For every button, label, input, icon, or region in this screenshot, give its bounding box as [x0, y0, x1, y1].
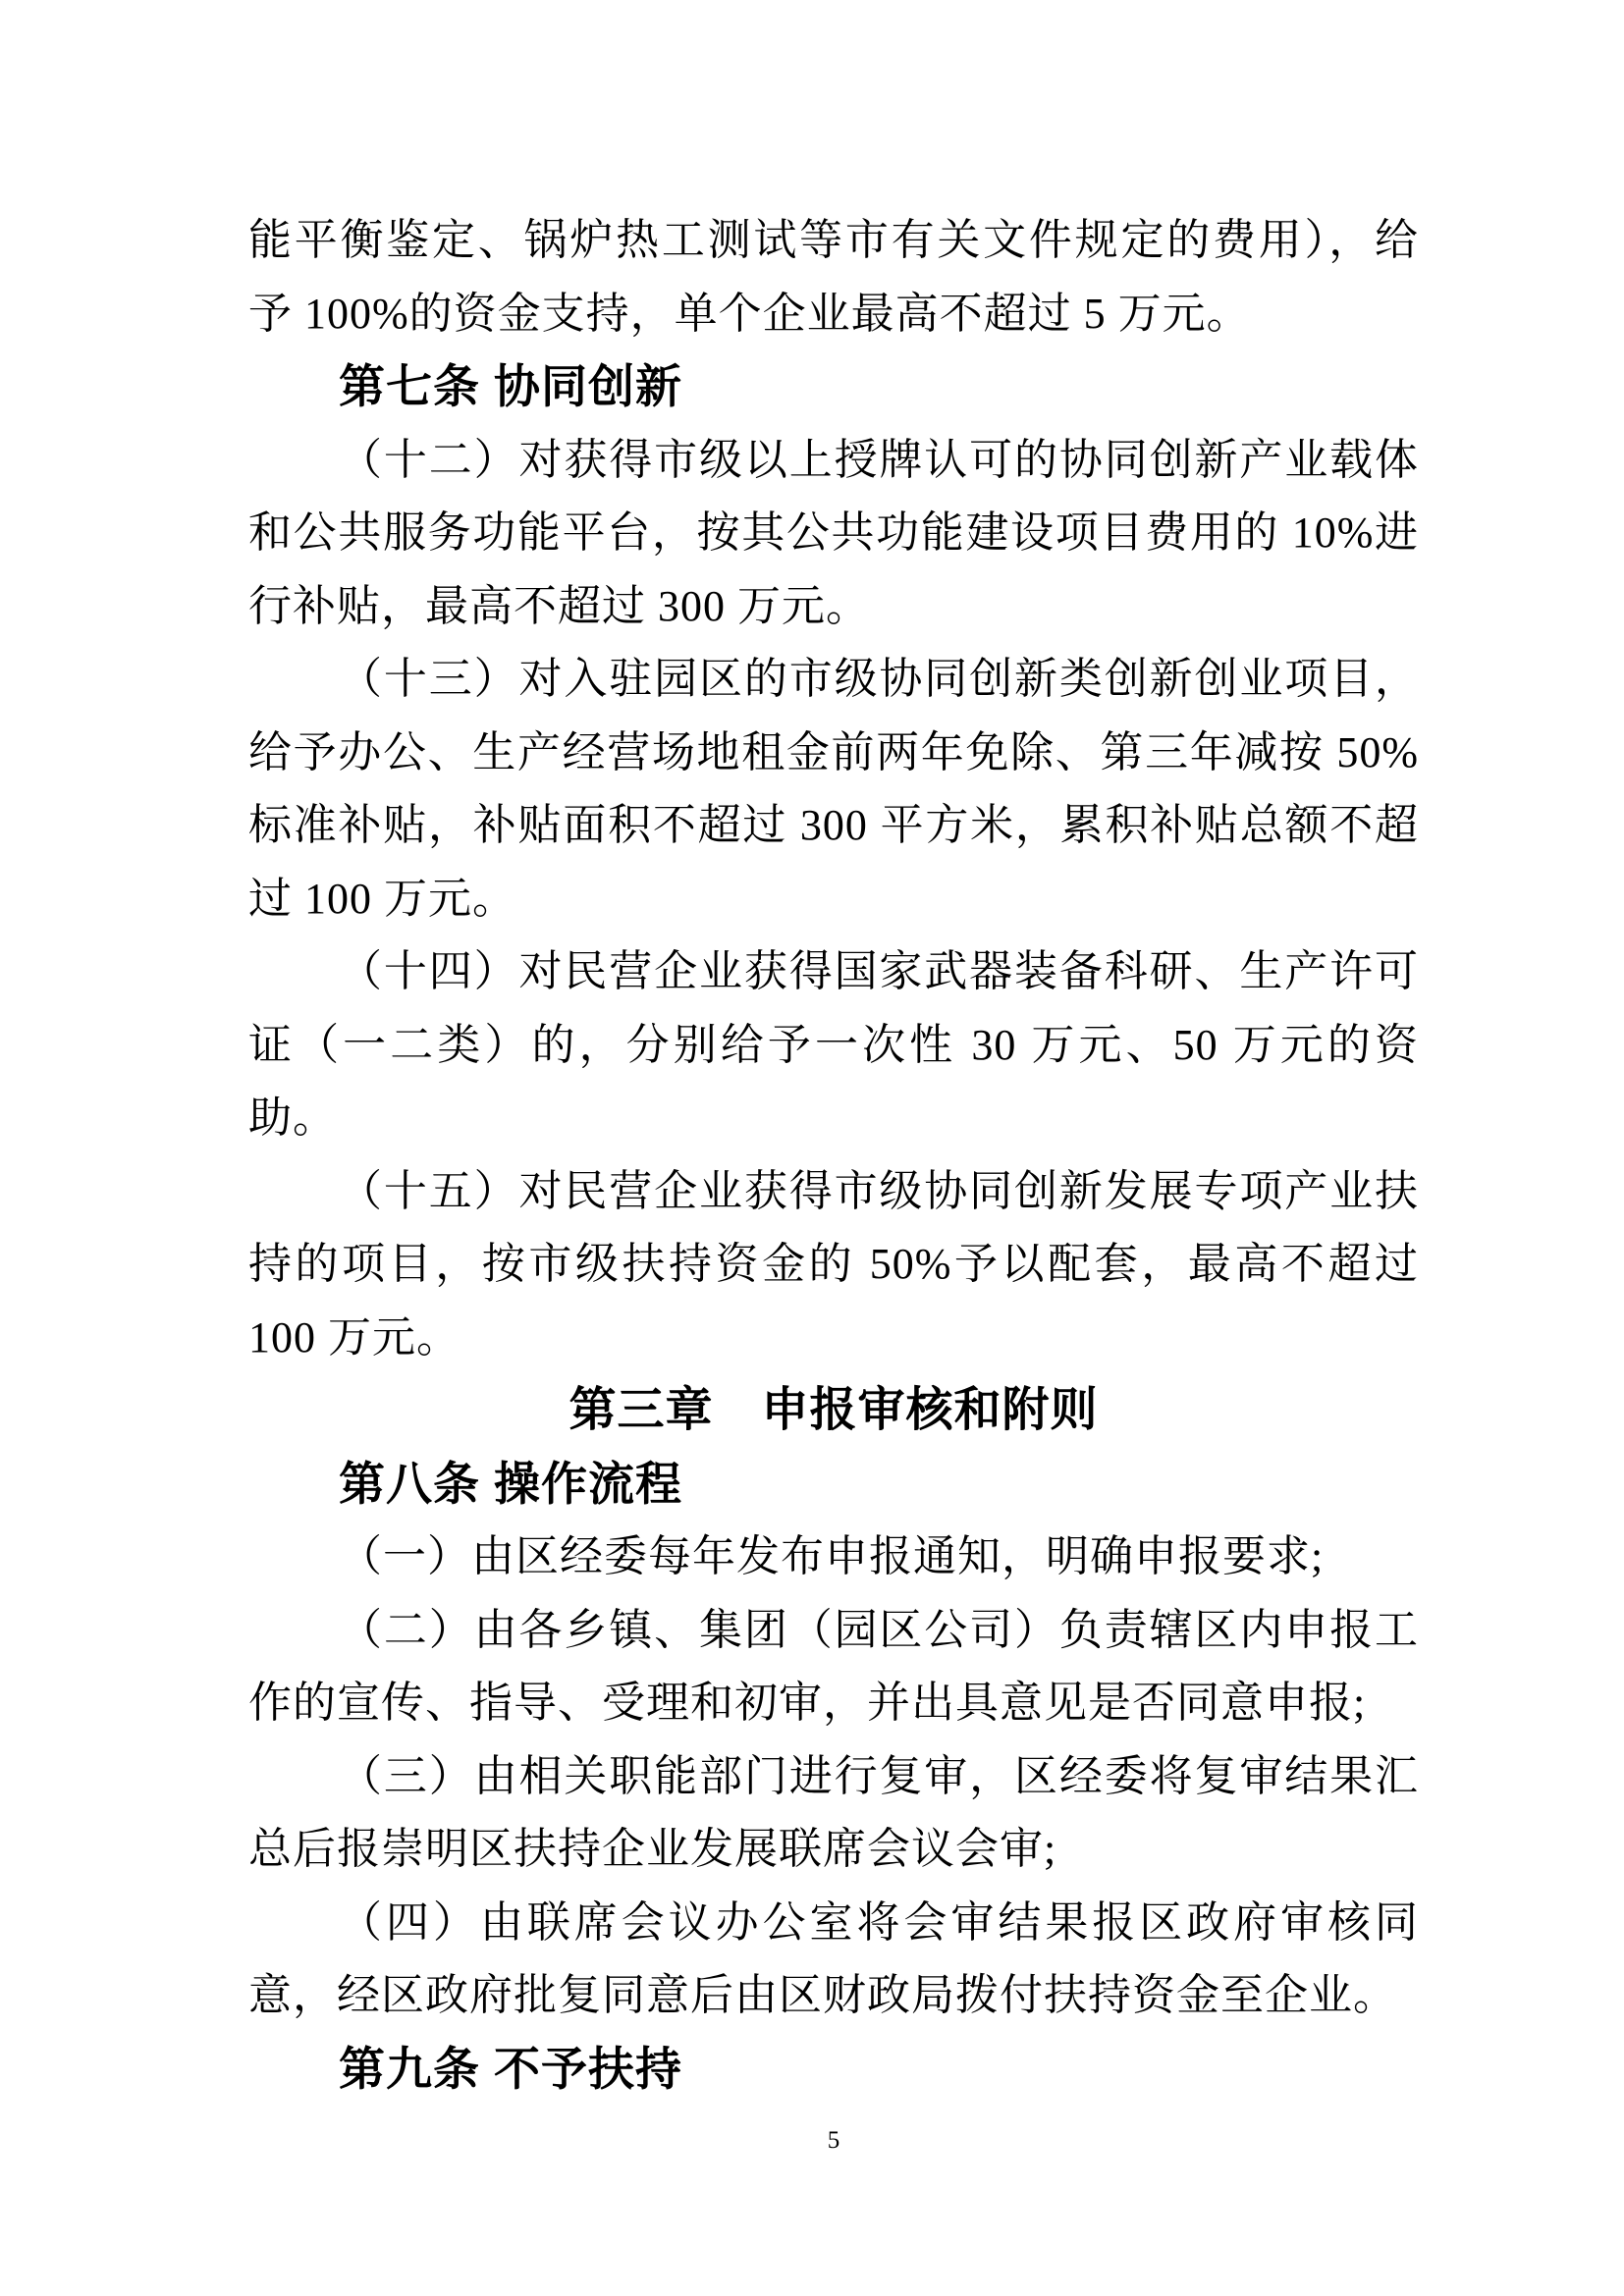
procedure-item-2-paragraph: （二）由各乡镇、集团（园区公司）负责辖区内申报工作的宣传、指导、受理和初审，并出具意见是否同意申报; — [248, 1605, 1419, 1727]
page-number: 5 — [827, 2127, 840, 2154]
item-13-paragraph: （十三）对入驻园区的市级协同创新类创新创业项目，给予办公、生产经营场地租金前两年免除、第三年减按 50%标准补贴，补贴面积不超过 300 平方米，累积补贴总额不超过 100 万元。 — [248, 655, 1419, 923]
article-8-heading: 第八条 操作流程 — [339, 1457, 683, 1510]
item-14-paragraph: （十四）对民营企业获得国家武器装备科研、生产许可证（一二类）的，分别给予一次性 30 万元、50 万元的资助。 — [248, 947, 1419, 1142]
paragraph-continuation: 能平衡鉴定、锅炉热工测试等市有关文件规定的费用），给予 100%的资金支持，单个企业最高不超过 5 万元。 — [248, 216, 1419, 338]
item-15-paragraph: （十五）对民营企业获得市级协同创新发展专项产业扶持的项目，按市级扶持资金的 50%予以配套，最高不超过 100 万元。 — [248, 1166, 1419, 1362]
chapter-3-heading: 第三章 申报审核和附则 — [568, 1384, 1099, 1436]
procedure-item-3-paragraph: （三）由相关职能部门进行复审，区经委将复审结果汇总后报崇明区扶持企业发展联席会议会审; — [248, 1751, 1419, 1873]
item-12-paragraph: （十二）对获得市级以上授牌认可的协同创新产业载体和公共服务功能平台，按其公共功能建设项目费用的 10%进行补贴，最高不超过 300 万元。 — [248, 435, 1419, 630]
document-body — [248, 204, 1419, 2106]
article-7-heading: 第七条 协同创新 — [339, 360, 683, 412]
procedure-item-1-paragraph: （一）由区经委每年发布申报通知，明确申报要求; — [339, 1532, 1325, 1580]
article-9-heading: 第九条 不予扶持 — [339, 2042, 683, 2095]
procedure-item-4-paragraph: （四）由联席会议办公室将会审结果报区政府审核同意，经区政府批复同意后由区财政局拨付扶持资金至企业。 — [248, 1897, 1419, 2019]
